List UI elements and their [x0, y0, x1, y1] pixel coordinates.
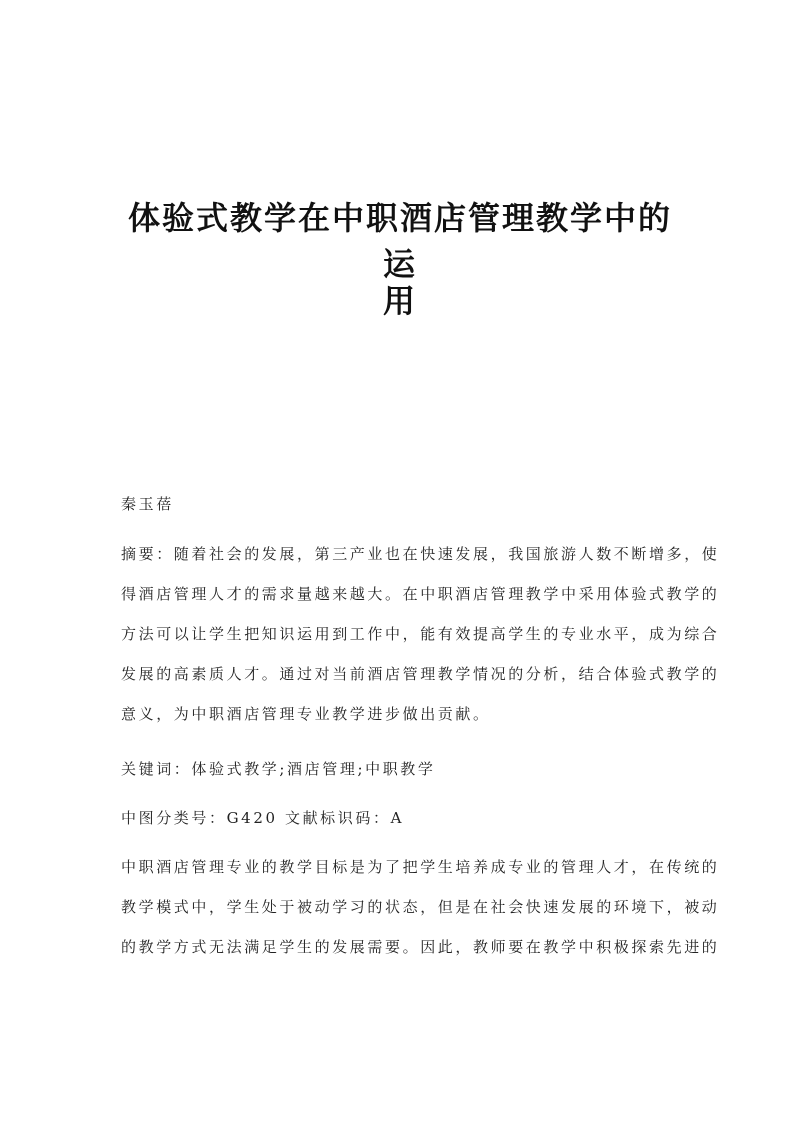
body-paragraph-line: 中职酒店管理专业的教学目标是为了把学生培养成专业的管理人才，在传统的	[121, 858, 720, 876]
keywords: 关键词：体验式教学;酒店管理;中职教学	[121, 760, 436, 778]
body-paragraph-line: 教学模式中，学生处于被动学习的状态，但是在社会快速发展的环境下，被动	[121, 898, 720, 916]
paper-title-line-1: 体验式教学在中职酒店管理教学中的运	[127, 199, 672, 283]
abstract-line: 摘要：随着社会的发展，第三产业也在快速发展，我国旅游人数不断增多，使	[121, 545, 720, 563]
abstract-line: 发展的高素质人才。通过对当前酒店管理教学情况的分析，结合体验式教学的	[121, 665, 720, 683]
classification-number: 中图分类号：G420 文献标识码：A	[121, 809, 405, 827]
author-name: 秦玉蓓	[121, 495, 174, 513]
abstract-line: 得酒店管理人才的需求量越来越大。在中职酒店管理教学中采用体验式教学的	[121, 585, 720, 603]
abstract-line: 意义，为中职酒店管理专业教学进步做出贡献。	[121, 705, 491, 723]
paper-title-line-2: 用	[382, 282, 417, 320]
abstract-line: 方法可以让学生把知识运用到工作中，能有效提高学生的专业水平，成为综合	[121, 625, 720, 643]
body-paragraph-line: 的教学方式无法满足学生的发展需要。因此，教师要在教学中积极探索先进的	[121, 938, 720, 956]
